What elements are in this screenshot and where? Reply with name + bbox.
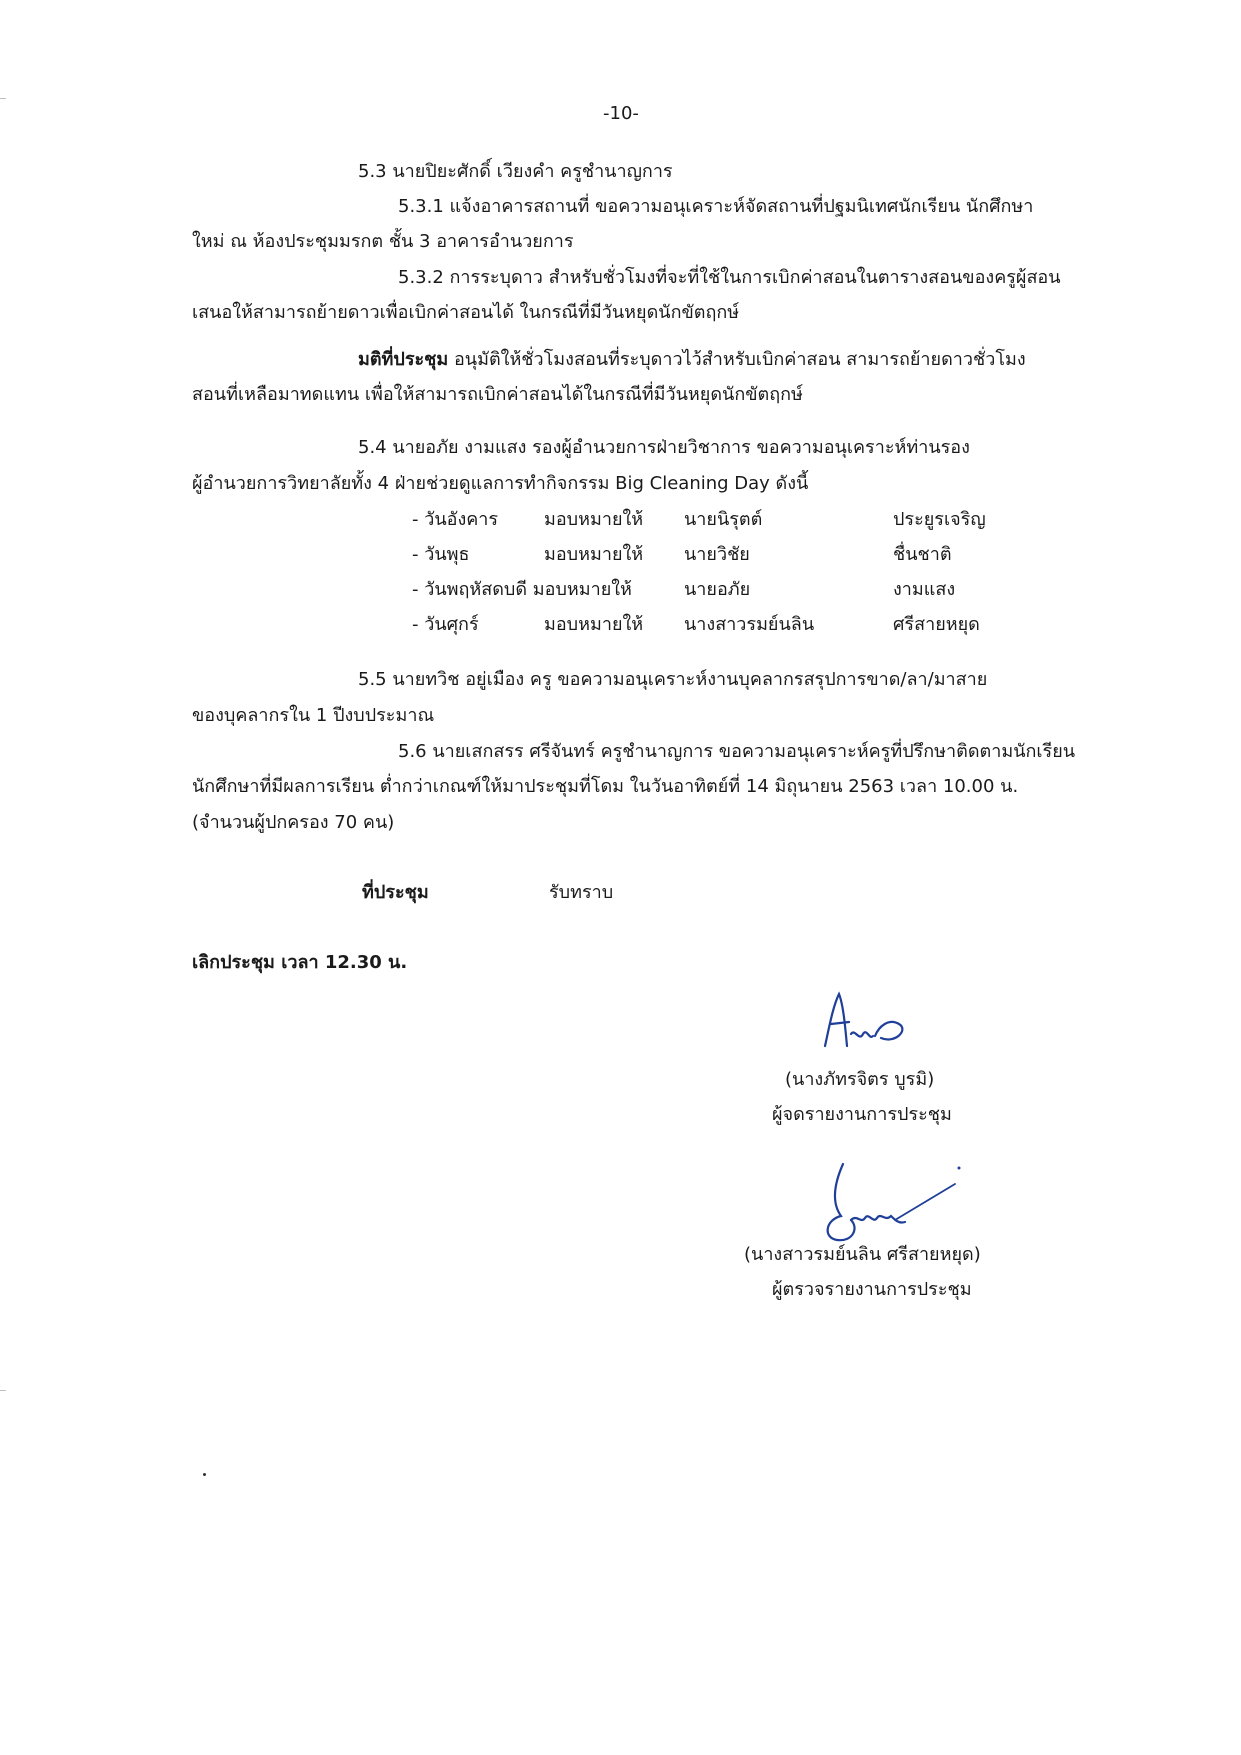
item-5-4-line2: ผู้อำนวยการวิทยาลัยทั้ง 4 ฝ่ายช่วยดูแลการทำกิจกรรม Big Cleaning Day ดังนี้	[192, 473, 809, 494]
assignment-day: - วันพุธ	[412, 544, 470, 565]
resolution-line2: สอนที่เหลือมาทดแทน เพื่อให้สามารถเบิกค่าสอนได้ในกรณีที่มีวันหยุดนักขัตฤกษ์	[192, 384, 803, 405]
signature-2-name: (นางสาวรมย์นลิน ศรีสายหยุด)	[744, 1244, 981, 1265]
scan-speck	[203, 1473, 206, 1476]
signature-1-name: (นางภัทรจิตร บูรมิ)	[785, 1069, 935, 1090]
item-5-6-line1: 5.6 นายเสกสรร ศรีจันทร์ ครูชำนาญการ ขอความอนุเคราะห์ครูที่ปรึกษาติดตามนักเรียน	[398, 741, 1076, 762]
assignment-last-name: ชื่นชาติ	[893, 544, 952, 565]
item-5-3-1-line2: ใหม่ ณ ห้องประชุมมรกต ชั้น 3 อาคารอำนวยการ	[192, 231, 574, 252]
resolution-label: มติที่ประชุม	[358, 349, 449, 370]
assignment-first-name: นางสาวรมย์นลิน	[684, 614, 815, 635]
assignment-first-name: นายนิรุตต์	[684, 509, 763, 530]
assignment-last-name: ประยูรเจริญ	[893, 509, 986, 530]
item-5-3-2-line2: เสนอให้สามารถย้ายดาวเพื่อเบิกค่าสอนได้ ในกรณีที่มีวันหยุดนักขัตฤกษ์	[192, 302, 740, 323]
resolution-text: อนุมัติให้ชั่วโมงสอนที่ระบุดาวไว้สำหรับเบิกค่าสอน สามารถย้ายดาวชั่วโมง	[448, 349, 1026, 370]
meeting-value: รับทราบ	[549, 882, 614, 903]
assignment-day: - วันอังคาร	[412, 509, 499, 530]
page-number: -10-	[603, 103, 639, 124]
resolution-line1	[358, 348, 1026, 372]
signature-2-role: ผู้ตรวจรายงานการประชุม	[772, 1279, 972, 1300]
assignment-last-name: ศรีสายหยุด	[893, 614, 980, 635]
assignment-day: - วันศุกร์	[412, 614, 479, 635]
item-5-4-line1: 5.4 นายอภัย งามแสง รองผู้อำนวยการฝ่ายวิชาการ ขอความอนุเคราะห์ท่านรอง	[358, 437, 970, 458]
assignment-last-name: งามแสง	[893, 579, 956, 600]
closing-time: เลิกประชุม เวลา 12.30 น.	[192, 952, 408, 973]
item-5-3-2-line1: 5.3.2 การระบุดาว สำหรับชั่วโมงที่จะที่ใช้ในการเบิกค่าสอนในตารางสอนของครูผู้สอน	[398, 267, 1061, 288]
item-5-3-1-line1: 5.3.1 แจ้งอาคารสถานที่ ขอความอนุเคราะห์จัดสถานที่ปฐมนิเทศนักเรียน นักศึกษา	[398, 196, 1034, 217]
assignment-action: มอบหมายให้	[544, 544, 644, 565]
item-5-5-line2: ของบุคลากรใน 1 ปีงบประมาณ	[192, 705, 435, 726]
meeting-label: ที่ประชุม	[362, 882, 429, 903]
item-5-6-line3: (จำนวนผู้ปกครอง 70 คน)	[192, 812, 395, 833]
item-5-5-line1: 5.5 นายทวิช อยู่เมือง ครู ขอความอนุเคราะห์งานบุคลากรสรุปการขาด/ลา/มาสาย	[358, 669, 988, 690]
signature-1-role: ผู้จดรายงานการประชุม	[772, 1104, 952, 1125]
assignment-first-name: นายวิชัย	[684, 544, 750, 565]
item-5-6-line2: นักศึกษาที่มีผลการเรียน ต่ำกว่าเกณฑ์ให้มาประชุมที่โดม ในวันอาทิตย์ที่ 14 มิถุนายน 2563 เวลา 10.00 น.	[192, 776, 1019, 797]
item-5-3-heading: 5.3 นายปิยะศักดิ์ เวียงคำ ครูชำนาญการ	[358, 161, 673, 182]
scan-edge-mark	[0, 1390, 6, 1391]
signature-2-graphic	[815, 1158, 965, 1248]
scan-edge-mark	[0, 98, 6, 99]
assignment-action: มอบหมายให้	[544, 509, 644, 530]
assignment-first-name: นายอภัย	[684, 579, 751, 600]
assignment-action: มอบหมายให้	[544, 614, 644, 635]
signature-1-graphic	[815, 988, 935, 1058]
assignment-day: - วันพฤหัสดบดี มอบหมายให้	[412, 579, 632, 600]
